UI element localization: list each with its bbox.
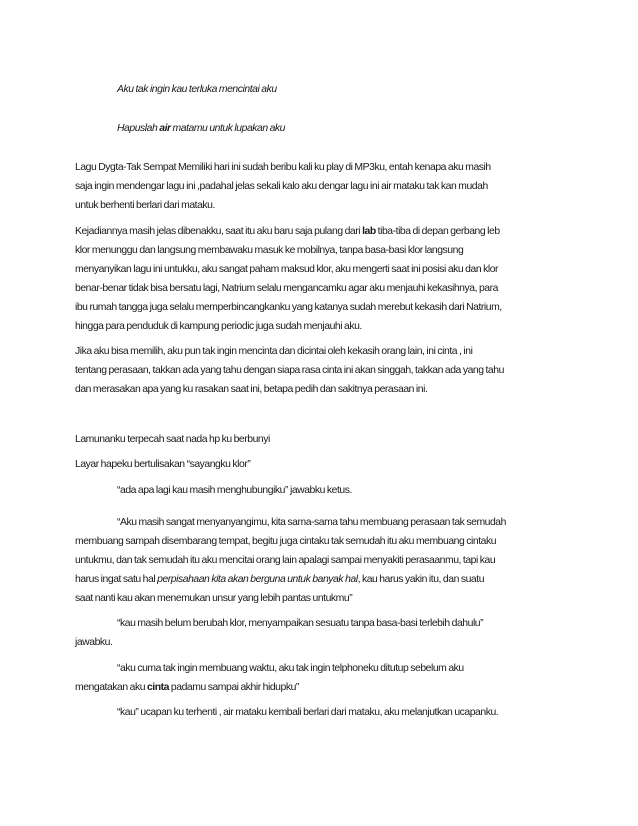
text-line: jawabku. [75, 637, 113, 648]
text-line: ibu rumah tangga juga selalu memperbincangkanku yang katanya sudah merebut kekasih dari Natrium, [75, 302, 502, 313]
lyric-line-2-pre: Hapuslah [117, 123, 160, 134]
lyric-line-2 [117, 122, 285, 136]
text-line: Jika aku bisa memilih, aku pun tak ingin mencinta dan dicintai oleh kekasih orang lain, ini cinta , ini [75, 346, 473, 357]
bold-word-lab: lab [362, 226, 376, 237]
text-line: untuk berhenti berlari dari mataku. [75, 200, 215, 211]
text-line: “Aku masih sangat menyanyangimu, kita sama-sama tahu membuang perasaan tak semudah [117, 517, 506, 528]
bold-word-cinta: cinta [146, 682, 169, 693]
paragraph-10: “kau” ucapan ku terhenti , air mataku kembali berlari dari mataku, aku melanjutkan ucapanku. [117, 707, 499, 718]
text-run: padamu sampai akhir hidupku” [168, 682, 299, 693]
text-line: tentang perasaan, takkan ada yang tahu dengan siapa rasa cinta ini akan singgah, takkan ada yang tahu [75, 365, 504, 376]
text-line: untukmu, dan tak semudah itu aku mencitai orang lain apalagi sampai menyakiti perasaanmu, tapi kau [75, 555, 496, 566]
text-line: hingga para penduduk di kampung periodic juga sudah menjauhi aku. [75, 321, 362, 332]
text-line: saja ingin mendengar lagu ini ,padahal jelas sekali kalo aku dengar lagu ini air mataku tak kan mudah [75, 181, 488, 192]
italic-phrase: perpisahaan kita akan berguna untuk banyak hal [157, 574, 358, 585]
text-line: Lagu Dygta-Tak Sempat Memiliki hari ini sudah beribu kali ku play di MP3ku, entah kenapa aku masih [75, 162, 491, 173]
paragraph-6: “ada apa lagi kau masih menghubungiku” jawabku ketus. [117, 485, 352, 496]
lyric-line-2-bold: air [159, 123, 171, 134]
text-line: dan merasakan apa yang ku rasakan saat ini, betapa pedih dan sakitnya perasaan ini. [75, 384, 428, 395]
text-line: membuang sampah disembarang tempat, begitu juga cintaku tak semudah itu aku membuang cintaku [75, 536, 497, 547]
lyric-line-1: Aku tak ingin kau terluka mencintai aku [117, 84, 277, 95]
lyric-line-2-post: matamu untuk lupakan aku [170, 123, 286, 134]
text-line: klor menunggu dan langsung membawaku masuk ke mobilnya, tanpa basa-basi klor langsung [75, 245, 464, 256]
text-run: harus ingat satu hal [75, 574, 158, 585]
text-run: tiba-tiba di depan gerbang leb [375, 226, 500, 237]
text-line: “kau masih belum berubah klor, menyampaikan sesuatu tanpa basa-basi terlebih dahulu” [117, 618, 484, 629]
text-line: benar-benar tidak bisa bersatu lagi, Natrium selalu mengancamku agar aku menjauhi kekasihnya, para [75, 283, 498, 294]
text-line [75, 681, 299, 695]
paragraph-4: Lamunanku terpecah saat nada hp ku berbunyi [75, 434, 270, 445]
text-run: mengatakan aku [75, 682, 147, 693]
paragraph-5: Layar hapeku bertulisakan “sayangku klor” [75, 459, 251, 470]
text-line: “aku cuma tak ingin membuang waktu, aku tak ingin telphoneku ditutup sebelum aku [117, 663, 464, 674]
text-run: Kejadiannya masih jelas dibenakku, saat itu aku baru saja pulang dari [75, 226, 363, 237]
text-line: menyanyikan lagu ini untukku, aku sangat paham maksud klor, aku mengerti saat ini posisi aku dan klor [75, 264, 499, 275]
text-line [75, 225, 500, 239]
text-run: , kau harus yakin itu, dan suatu [357, 574, 485, 585]
text-line [75, 573, 484, 587]
text-line: saat nanti kau akan menemukan unsur yang lebih pantas untukmu” [75, 593, 353, 604]
